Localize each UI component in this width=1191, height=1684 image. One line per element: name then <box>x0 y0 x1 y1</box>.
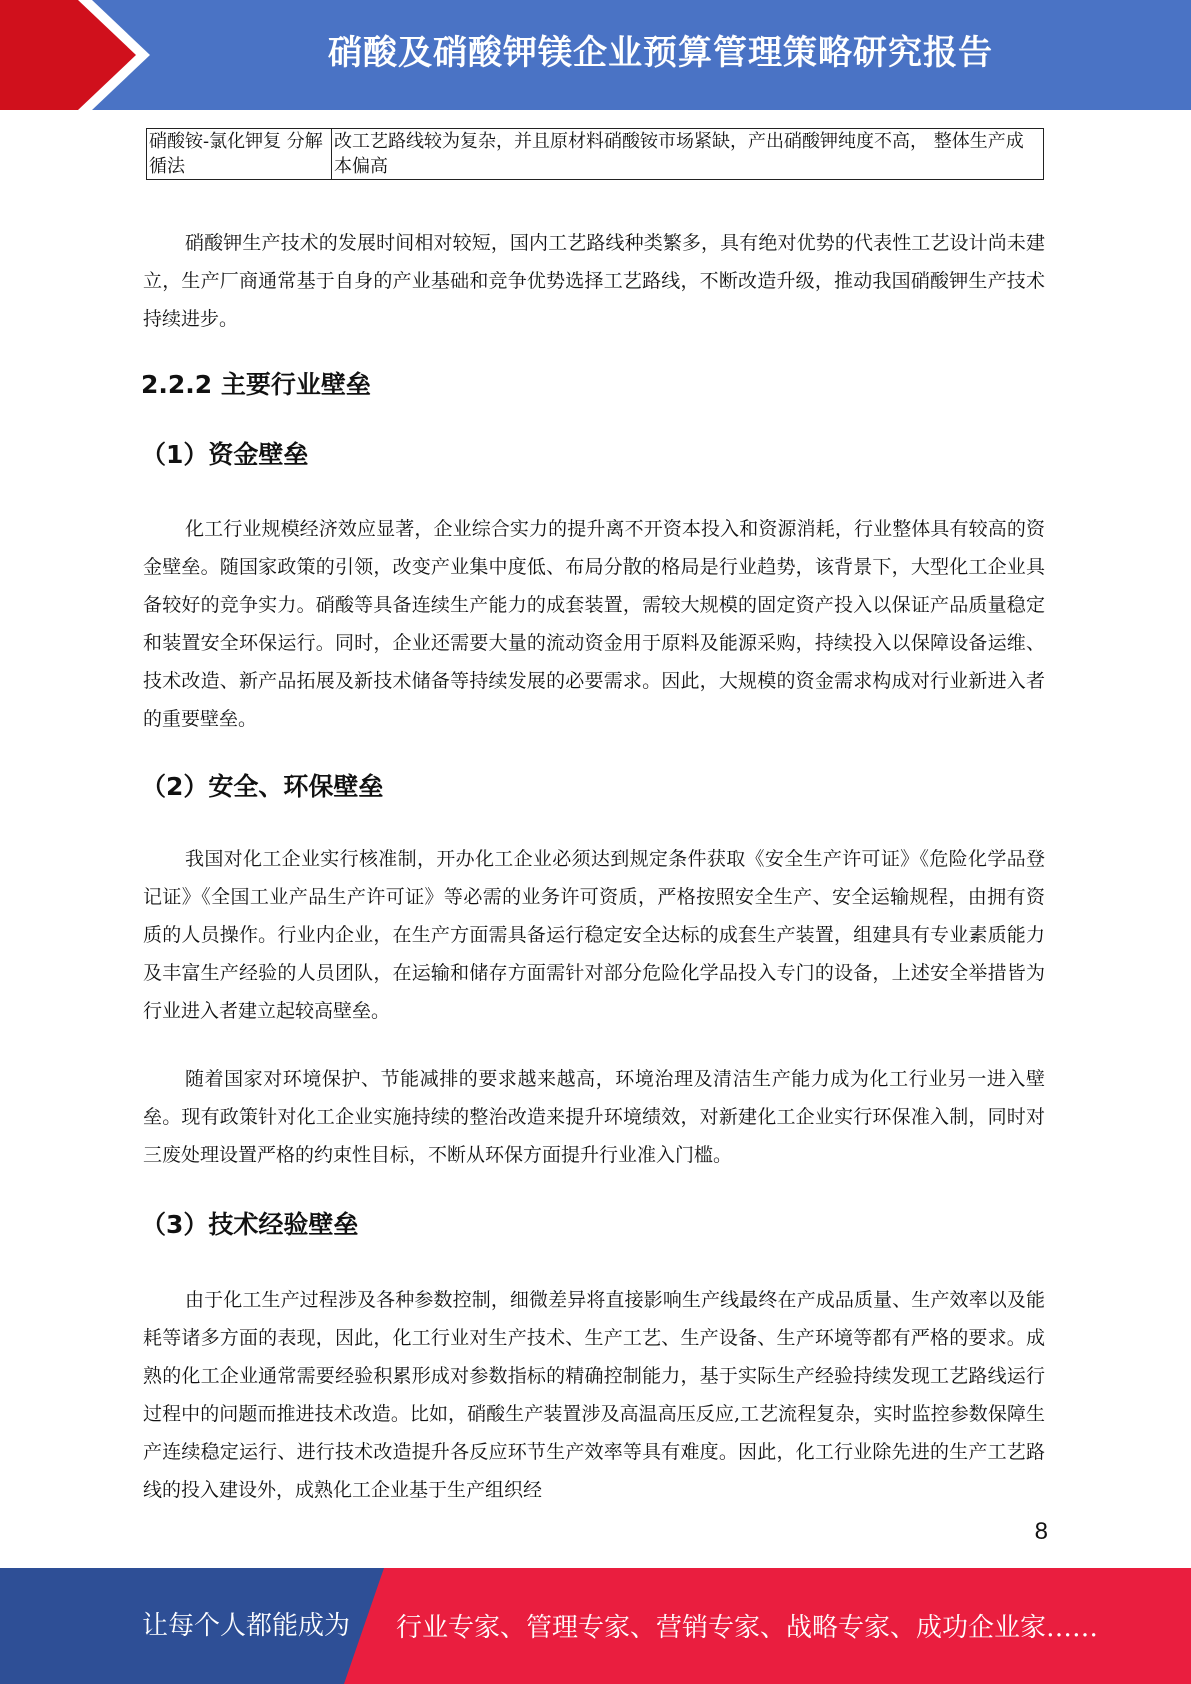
page-footer <box>0 1568 1191 1684</box>
paragraph-tech-barrier: 由于化工生产过程涉及各种参数控制，细微差异将直接影响生产线最终在产成品质量、生产效率以及能耗等诸多方面的表现，因此，化工行业对生产技术、生产工艺、生产设备、生产环境等都有严格的要求。成熟的化工企业通常需要经验积累形成对参数指标的精确控制能力，基于实际生产经验持续发现工艺路线运行过程中的问题而推进技术改造。比如，硝酸生产装置涉及高温高压反应,工艺流程复杂，实时监控参数保障生产连续稳定运行、进行技术改造提升各反应环节生产效率等具有难度。因此，化工行业除先进的生产工艺路线的投入建设外，成熟化工企业基于生产组织经 <box>143 1289 1045 1501</box>
subheading-capital-barrier: （1）资金壁垒 <box>141 440 309 469</box>
paragraph-safety-1: 我国对化工企业实行核准制，开办化工企业必须达到规定条件获取《安全生产许可证》《危险化学品登记证》《全国工业产品生产许可证》等必需的业务许可资质，严格按照安全生产、安全运输规程，由拥有资质的人员操作。行业内企业，在生产方面需具备运行稳定安全达标的成套生产装置，组建具有专业素质能力及丰富生产经验的人员团队，在运输和储存方面需针对部分危险化学品投入专门的设备，上述安全举措皆为行业进入者建立起较高壁垒。 <box>143 848 1045 1022</box>
paragraph-capital-barrier: 化工行业规模经济效应显著，企业综合实力的提升离不开资本投入和资源消耗，行业整体具有较高的资金壁垒。随国家政策的引领，改变产业集中度低、布局分散的格局是行业趋势，该背景下，大型化工企业具备较好的竞争实力。硝酸等具备连续生产能力的成套装置，需较大规模的固定资产投入以保证产品质量稳定和装置安全环保运行。同时，企业还需要大量的流动资金用于原料及能源采购，持续投入以保障设备运维、技术改造、新产品拓展及新技术储备等持续发展的必要需求。因此，大规模的资金需求构成对行业新进入者的重要壁垒。 <box>143 518 1045 730</box>
section-heading-2-2-2: 2.2.2 主要行业壁垒 <box>141 370 371 399</box>
paragraph-safety-2: 随着国家对环境保护、节能减排的要求越来越高，环境治理及清洁生产能力成为化工行业另一进入壁垒。现有政策针对化工企业实施持续的整治改造来提升环境绩效，对新建化工企业实行环保准入制，同时对三废处理设置严格的约束性目标，不断从环保方面提升行业准入门槛。 <box>143 1068 1045 1166</box>
table-row <box>147 129 1044 180</box>
footer-slogan-right: 行业专家、管理专家、营销专家、战略专家、成功企业家…… <box>396 1613 1099 1643</box>
subheading-safety-barrier: （2）安全、环保壁垒 <box>141 772 384 801</box>
table-cell-method: 硝酸铵-氯化钾复 分解循法 <box>147 129 332 180</box>
table-cell-description: 改工艺路线较为复杂，并且原材料硝酸铵市场紧缺，产出硝酸钾纯度不高， 整体生产成本偏高 <box>332 129 1044 180</box>
subheading-tech-barrier: （3）技术经验壁垒 <box>141 1210 359 1239</box>
paragraph-intro: 硝酸钾生产技术的发展时间相对较短，国内工艺路线种类繁多，具有绝对优势的代表性工艺设计尚未建立，生产厂商通常基于自身的产业基础和竞争优势选择工艺路线，不断改造升级，推动我国硝酸钾生产技术持续进步。 <box>143 232 1045 330</box>
page-number: 8 <box>1034 1518 1048 1545</box>
footer-slogan-left: 让每个人都能成为 <box>142 1611 351 1641</box>
process-table <box>146 128 1044 180</box>
page-header <box>0 0 1191 110</box>
report-title: 硝酸及硝酸钾镁企业预算管理策略研究报告 <box>328 33 993 73</box>
